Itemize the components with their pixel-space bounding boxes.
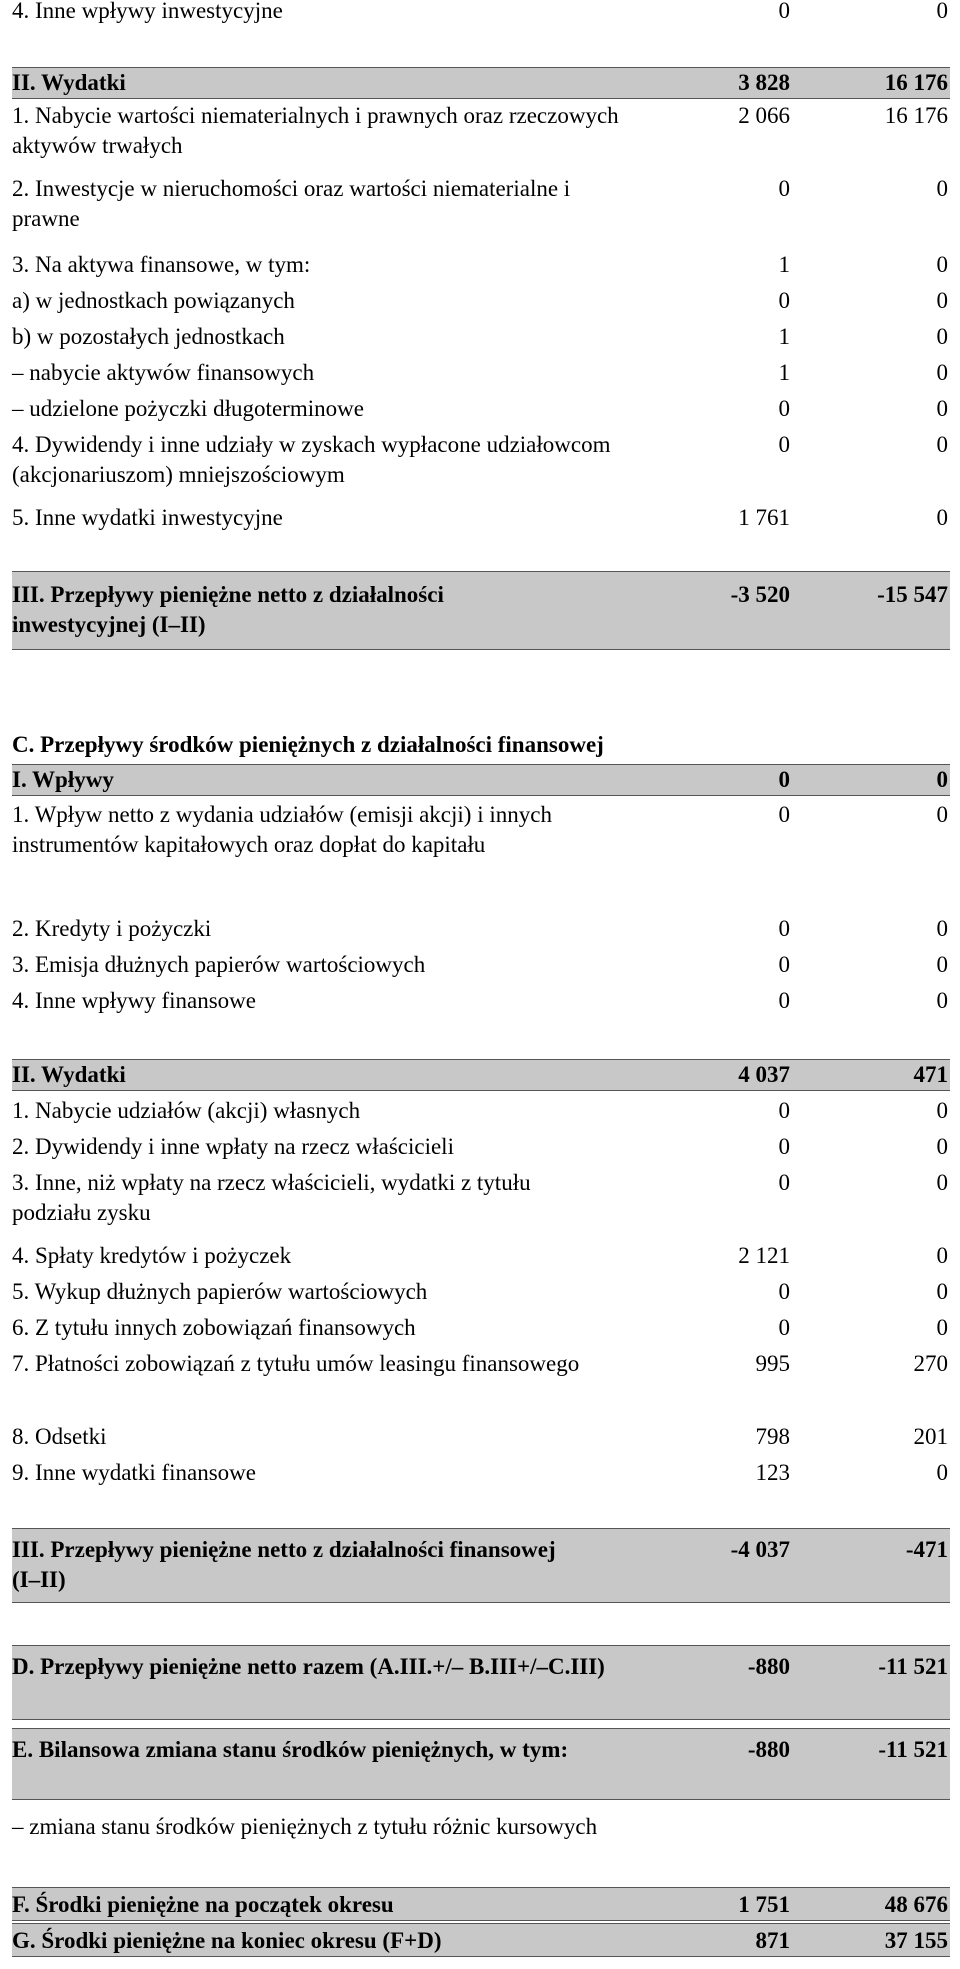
row-own-shares-purchase xyxy=(12,1096,950,1126)
row-label: a) w jednostkach powiązanych xyxy=(12,288,295,313)
value-current: 0 xyxy=(778,396,790,421)
row-label: I. Wpływy xyxy=(12,767,114,792)
row-label: E. Bilansowa zmiana stanu środków pieniężnych, w tym: xyxy=(12,1737,569,1762)
row-label: D. Przepływy pieniężne netto razem (A.III.+/– B.III+/–C.III) xyxy=(12,1654,605,1679)
value-current: 1 xyxy=(778,324,790,349)
value-current: 0 xyxy=(778,802,790,827)
value-current: -4 037 xyxy=(730,1537,790,1562)
row-label: G. Środki pieniężne na koniec okresu (F+D) xyxy=(12,1928,442,1953)
row-other-financing-outflows xyxy=(12,1458,950,1488)
row-interest xyxy=(12,1422,950,1452)
value-previous: 0 xyxy=(936,1460,948,1485)
value-current: -880 xyxy=(747,1654,790,1679)
row-net-financing-cash-flow xyxy=(12,1528,950,1603)
row-debt-securities-redemption xyxy=(12,1277,950,1307)
value-current: 3 828 xyxy=(738,70,790,95)
value-previous: 48 676 xyxy=(884,1892,948,1917)
row-investment-outflows xyxy=(12,67,950,99)
value-previous: 0 xyxy=(936,988,948,1013)
value-previous: 0 xyxy=(936,1098,948,1123)
value-current: 0 xyxy=(778,432,790,457)
value-current: 0 xyxy=(778,1098,790,1123)
value-previous: 0 xyxy=(936,360,948,385)
value-previous: 16 176 xyxy=(884,70,948,95)
row-loan-repayments xyxy=(12,1241,950,1271)
value-current: 2 121 xyxy=(738,1243,790,1268)
row-label: 4. Dywidendy i inne udziały w zyskach wypłacone udziałowcom (akcjonariuszom) mniejszościowym xyxy=(12,432,611,487)
row-label: – nabycie aktywów finansowych xyxy=(12,360,315,385)
value-previous: -11 521 xyxy=(878,1737,948,1762)
row-label: 1. Wpływ netto z wydania udziałów (emisji akcji) i innych instrumentów kapitałowych oraz dopłat do kapitału xyxy=(12,802,552,857)
row-label: 4. Inne wpływy finansowe xyxy=(12,988,257,1013)
row-other-investment-outflows xyxy=(12,503,950,533)
value-current: 2 066 xyxy=(738,103,790,128)
value-previous: 0 xyxy=(936,952,948,977)
row-debt-securities-issue xyxy=(12,950,950,980)
value-current: 123 xyxy=(755,1460,790,1485)
row-intangible-purchase xyxy=(12,101,950,161)
value-current: 0 xyxy=(778,767,790,792)
value-previous: 0 xyxy=(936,1134,948,1159)
row-label: 3. Emisja dłużnych papierów wartościowych xyxy=(12,952,426,977)
row-profit-distribution-outflows xyxy=(12,1168,950,1228)
row-label: F. Środki pieniężne na początek okresu xyxy=(12,1892,394,1917)
row-related-entities xyxy=(12,286,950,316)
value-current: 0 xyxy=(778,1134,790,1159)
value-current: 0 xyxy=(778,176,790,201)
value-current: -880 xyxy=(747,1737,790,1762)
section-c-heading xyxy=(12,730,950,760)
row-label: 4. Inne wpływy inwestycyjne xyxy=(12,0,283,23)
row-opening-cash xyxy=(12,1887,950,1921)
row-label: – zmiana stanu środków pieniężnych z tytułu różnic kursowych xyxy=(12,1814,598,1839)
row-credits-loans xyxy=(12,914,950,944)
value-current: 995 xyxy=(755,1351,790,1376)
value-previous: 201 xyxy=(913,1424,948,1449)
row-label: 1. Nabycie udziałów (akcji) własnych xyxy=(12,1098,361,1123)
row-label: 5. Inne wydatki inwestycyjne xyxy=(12,505,283,530)
row-label: 1. Nabycie wartości niematerialnych i prawnych oraz rzeczowych aktywów trwałych xyxy=(12,103,619,158)
value-previous: 0 xyxy=(936,1243,948,1268)
row-share-issue xyxy=(12,800,950,890)
value-previous: 0 xyxy=(936,252,948,277)
value-previous: 270 xyxy=(913,1351,948,1376)
value-current: -3 520 xyxy=(730,582,790,607)
row-other-investment-inflows xyxy=(12,0,950,26)
row-balance-sheet-change xyxy=(12,1728,950,1800)
row-dividends-to-owners xyxy=(12,1132,950,1162)
value-current: 0 xyxy=(778,0,790,23)
row-label: 3. Na aktywa finansowe, w tym: xyxy=(12,252,311,277)
row-closing-cash xyxy=(12,1923,950,1957)
value-current: 0 xyxy=(778,952,790,977)
row-label: 5. Wykup dłużnych papierów wartościowych xyxy=(12,1279,428,1304)
value-previous: 0 xyxy=(936,916,948,941)
row-net-investment-cash-flow xyxy=(12,571,950,650)
row-label: II. Wydatki xyxy=(12,1062,126,1087)
value-current: 1 xyxy=(778,252,790,277)
row-minority-dividends xyxy=(12,430,950,490)
value-previous: 0 xyxy=(936,176,948,201)
value-current: 0 xyxy=(778,1170,790,1195)
value-previous: 0 xyxy=(936,1315,948,1340)
value-previous: -11 521 xyxy=(878,1654,948,1679)
row-label: 8. Odsetki xyxy=(12,1424,107,1449)
value-current: 1 xyxy=(778,360,790,385)
row-label: 2. Inwestycje w nieruchomości oraz wartości niematerialne i prawne xyxy=(12,176,571,231)
row-financing-inflows xyxy=(12,764,950,796)
value-current: 871 xyxy=(755,1928,790,1953)
value-previous: -471 xyxy=(905,1537,948,1562)
row-property-investments xyxy=(12,174,950,234)
value-previous: 0 xyxy=(936,505,948,530)
row-label: C. Przepływy środków pieniężnych z działalności finansowej xyxy=(12,732,604,757)
row-lease-payments xyxy=(12,1349,950,1409)
row-label: – udzielone pożyczki długoterminowe xyxy=(12,396,364,421)
row-label: III. Przepływy pieniężne netto z działalności inwestycyjnej (I–II) xyxy=(12,582,444,637)
row-financial-assets xyxy=(12,250,950,280)
value-previous: 0 xyxy=(936,432,948,457)
value-current: 1 761 xyxy=(738,505,790,530)
row-label: III. Przepływy pieniężne netto z działalności finansowej (I–II) xyxy=(12,1537,556,1592)
value-previous: 0 xyxy=(936,1170,948,1195)
row-net-cash-flow-total xyxy=(12,1645,950,1720)
value-current: 4 037 xyxy=(738,1062,790,1087)
row-other-financing-inflows xyxy=(12,986,950,1016)
row-other-financial-liabilities xyxy=(12,1313,950,1343)
row-fx-differences xyxy=(12,1808,950,1872)
row-financial-asset-purchase xyxy=(12,358,950,388)
value-previous: 0 xyxy=(936,288,948,313)
row-label: 2. Kredyty i pożyczki xyxy=(12,916,212,941)
row-long-term-loans-granted xyxy=(12,394,950,424)
value-current: 798 xyxy=(755,1424,790,1449)
row-label: 9. Inne wydatki finansowe xyxy=(12,1460,256,1485)
value-current: 0 xyxy=(778,1279,790,1304)
row-label: 6. Z tytułu innych zobowiązań finansowych xyxy=(12,1315,416,1340)
value-previous: 0 xyxy=(936,767,948,792)
value-current: 1 751 xyxy=(738,1892,790,1917)
value-previous: 0 xyxy=(936,396,948,421)
row-label: II. Wydatki xyxy=(12,70,126,95)
row-label: b) w pozostałych jednostkach xyxy=(12,324,285,349)
value-previous: 0 xyxy=(936,324,948,349)
value-previous: 471 xyxy=(913,1062,948,1087)
value-previous: 37 155 xyxy=(884,1928,948,1953)
row-label: 7. Płatności zobowiązań z tytułu umów leasingu finansowego xyxy=(12,1351,580,1376)
value-previous: -15 547 xyxy=(877,582,948,607)
row-label: 2. Dywidendy i inne wpłaty na rzecz właścicieli xyxy=(12,1134,454,1159)
value-previous: 0 xyxy=(936,0,948,23)
value-previous: 16 176 xyxy=(884,103,948,128)
value-current: 0 xyxy=(778,916,790,941)
value-current: 0 xyxy=(778,1315,790,1340)
value-current: 0 xyxy=(778,988,790,1013)
row-financing-outflows xyxy=(12,1059,950,1091)
row-label: 4. Spłaty kredytów i pożyczek xyxy=(12,1243,292,1268)
row-other-entities xyxy=(12,322,950,352)
value-previous: 0 xyxy=(936,802,948,827)
value-current: 0 xyxy=(778,288,790,313)
row-label: 3. Inne, niż wpłaty na rzecz właścicieli, wydatki z tytułu podziału zysku xyxy=(12,1170,531,1225)
value-previous: 0 xyxy=(936,1279,948,1304)
